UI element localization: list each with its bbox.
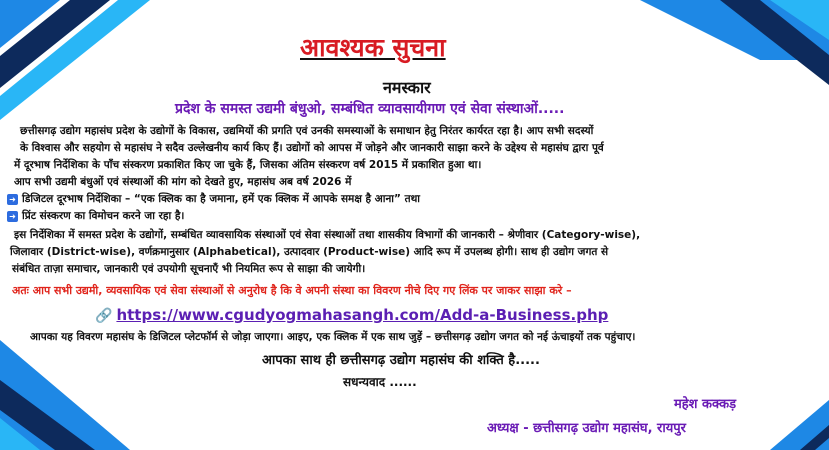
para2-line-3: संबंधित ताज़ा समाचार, जानकारी एवं उपयोगी सूचनाएँ भी नियमित रूप से साझा की जायेगी। bbox=[12, 263, 366, 275]
link-icon: 🔗 bbox=[95, 308, 113, 324]
bullet-item-1 bbox=[7, 192, 420, 206]
signatory-name: महेश कक्कड़ bbox=[674, 397, 737, 412]
signatory-designation: अध्यक्ष - छत्तीसगढ़ उद्योग महासंघ, रायपुर bbox=[487, 421, 686, 436]
para1-line-1: छत्तीसगढ़ उद्योग महासंघ प्रदेश के उद्योगों के विकास, उद्यमियों की प्रगति एवं उनकी समस्याओं के समाधान हेतु निरंतर कार्यरत रहा है। आप सभी सदस्यों bbox=[20, 125, 594, 137]
notice-title: आवश्यक सुचना bbox=[300, 33, 446, 62]
para2-line-2: जिलावार (District-wise), वर्णक्रमानुसार (Alphabetical), उत्पादवार (Product-wise) आदि रूप में उपलब्ध होगी। साथ ही उद्योग जगत से bbox=[10, 246, 609, 258]
closing-line: आपका साथ ही छत्तीसगढ़ उद्योग महासंघ की शक्ति है..... bbox=[262, 353, 540, 368]
para2-line-1: इस निर्देशिका में समस्त प्रदेश के उद्योगों, सम्बंधित व्यावसायिक संस्थाओं एवं सेवा संस्थाओं तथा शासकीय विभागों की जानकारी – श्रेणीवार (Category-wise), bbox=[14, 229, 641, 241]
right-arrow-icon: ➜ bbox=[7, 194, 18, 205]
para1-line-2: के विश्वास और सहयोग से महासंघ ने सदैव उल्लेखनीय कार्य किए हैं। उद्योगों को आपस में जोड़ने और जानकारी साझा करने के उद्देश्य से महासंघ द्वारा पूर्व bbox=[20, 142, 604, 154]
para1-line-3: में दूरभाष निर्देशिका के पाँच संस्करण प्रकाशित किए जा चुके हैं, जिसका अंतिम संस्करण वर्ष 2015 में प्रकाशित हुआ था। bbox=[14, 159, 482, 171]
request-line: अतः आप सभी उद्यमी, व्यवसायिक एवं सेवा संस्थाओं से अनुरोध है कि वे अपनी संस्था का विवरण नीचे दिए गए लिंक पर जाकर साझा करे – bbox=[12, 284, 572, 297]
greeting: नमस्कार bbox=[383, 78, 431, 97]
bullet-item-2 bbox=[7, 209, 184, 223]
thanks-line: सधन्यवाद ...... bbox=[343, 375, 417, 389]
right-arrow-icon: ➜ bbox=[7, 211, 18, 222]
business-link-row bbox=[95, 306, 608, 324]
bullet-text-1: डिजिटल दूरभाष निर्देशिका – “एक क्लिक का है जमाना, हमें एक क्लिक में आपके समक्ष है आना” तथा bbox=[22, 193, 420, 205]
after-link-line: आपका यह विवरण महासंघ के डिजिटल प्लेटफॉर्म से जोड़ा जाएगा। आइए, एक क्लिक में एक साथ जुड़ें – छत्तीसगढ़ उद्योग जगत को नई ऊंचाइयों तक पहुंचाए। bbox=[30, 331, 636, 343]
address-line: प्रदेश के समस्त उद्यमी बंधुओ, सम्बंधित व्यावसायीगण एवं सेवा संस्थाओं..... bbox=[175, 101, 565, 117]
para1-line-4: आप सभी उद्यमी बंधुओं एवं संस्थाओं की मांग को देखते हुए, महासंघ अब वर्ष 2026 में bbox=[14, 176, 352, 188]
bullet-text-2: प्रिंट संस्करण का विमोचन करने जा रहा है। bbox=[22, 210, 185, 222]
add-business-link[interactable]: https://www.cgudyogmahasangh.com/Add-a-Business.php bbox=[116, 306, 609, 324]
